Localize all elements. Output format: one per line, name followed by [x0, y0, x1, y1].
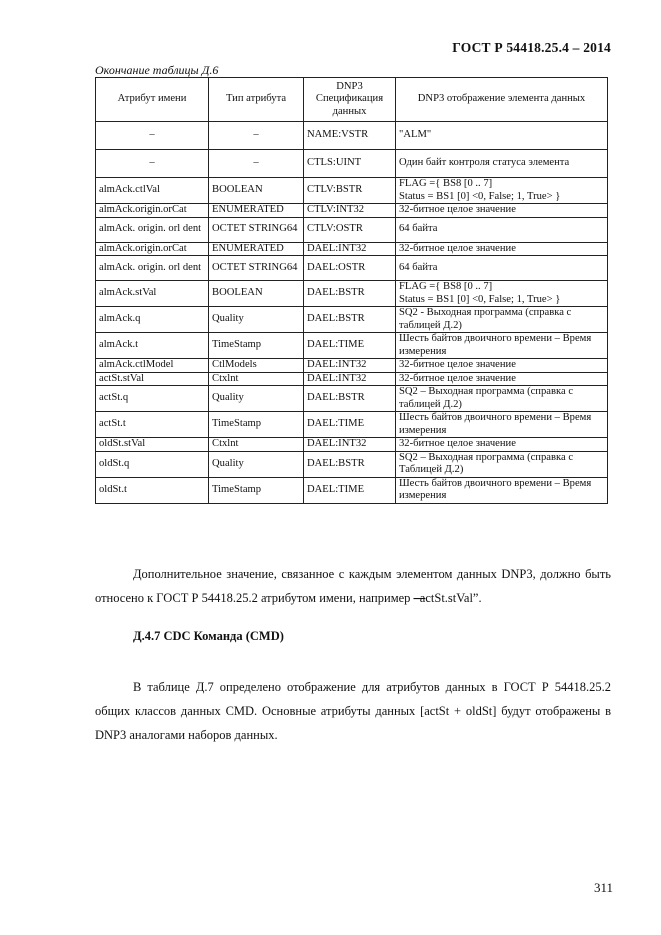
cell-attribute-type: TimeStamp [209, 412, 304, 438]
table-row [96, 359, 608, 373]
table-row [96, 150, 608, 178]
table-row [96, 122, 608, 150]
table-row [96, 412, 608, 438]
cell-attribute-name: almAck.stVal [96, 281, 209, 307]
cell-dnp3-mapping: Шесть байтов двоичного времени – Время измерения [396, 477, 608, 503]
cell-dnp3-mapping: SQ2 – Выходная программа (справка с Таблицей Д.2) [396, 451, 608, 477]
cell-dnp3-mapping: 32-битное целое значение [396, 204, 608, 218]
mapping-table [95, 77, 608, 504]
cell-attribute-type: BOOLEAN [209, 178, 304, 204]
cell-attribute-type: BOOLEAN [209, 281, 304, 307]
table-row [96, 281, 608, 307]
cell-dnp3-mapping: 64 байта [396, 217, 608, 242]
cell-dnp3-mapping: 32-битное целое значение [396, 438, 608, 452]
cell-attribute-name: oldSt.stVal [96, 438, 209, 452]
cell-attribute-type: Ctxlnt [209, 372, 304, 386]
cell-dnp3-spec: DAEL:BSTR [304, 386, 396, 412]
table-row [96, 386, 608, 412]
cell-attribute-name: – [96, 150, 209, 178]
cell-dnp3-mapping: 32-битное целое значение [396, 372, 608, 386]
table-row [96, 451, 608, 477]
table-row [96, 438, 608, 452]
table-row [96, 217, 608, 242]
header-attribute-name: Атрибут имени [96, 78, 209, 122]
cell-attribute-name: actSt.stVal [96, 372, 209, 386]
cell-dnp3-spec: DAEL:BSTR [304, 451, 396, 477]
cell-attribute-type: OCTET STRING64 [209, 256, 304, 281]
paragraph-text: В таблице Д.7 определено отображение для атрибутов данных в ГОСТ Р 54418.25.2 общих классов данных CMD. Основные атрибуты данных [actSt + oldSt] будут отображены в DNP3 аналогами наборов данных. [95, 680, 611, 742]
cell-dnp3-mapping: Шесть байтов двоичного времени – Время измерения [396, 412, 608, 438]
cell-dnp3-mapping: SQ2 – Выходная программа (справка с таблицей Д.2) [396, 386, 608, 412]
cell-dnp3-spec: DAEL:TIME [304, 333, 396, 359]
cell-dnp3-spec: DAEL:OSTR [304, 256, 396, 281]
cell-attribute-type: – [209, 150, 304, 178]
cell-attribute-type: – [209, 122, 304, 150]
cell-dnp3-mapping: 32-битное целое значение [396, 242, 608, 256]
paragraph-additional-value [95, 562, 611, 610]
cell-dnp3-spec: DAEL:INT32 [304, 372, 396, 386]
cell-attribute-name: almAck.t [96, 333, 209, 359]
table-row [96, 178, 608, 204]
table-row [96, 477, 608, 503]
cell-attribute-type: Ctxlnt [209, 438, 304, 452]
cell-attribute-type: Quality [209, 386, 304, 412]
cell-dnp3-spec: NAME:VSTR [304, 122, 396, 150]
cell-dnp3-mapping: 64 байта [396, 256, 608, 281]
cell-attribute-name: actSt.t [96, 412, 209, 438]
cell-attribute-type: TimeStamp [209, 333, 304, 359]
cell-attribute-name: almAck.ctlVal [96, 178, 209, 204]
table-row [96, 204, 608, 218]
cell-attribute-name: almAck.q [96, 307, 209, 333]
cell-attribute-type: Quality [209, 451, 304, 477]
cell-dnp3-mapping: Шесть байтов двоичного времени – Время измерения [396, 333, 608, 359]
table-row [96, 242, 608, 256]
table-row [96, 333, 608, 359]
cell-attribute-name: oldSt.q [96, 451, 209, 477]
cell-attribute-name: almAck.ctlModel [96, 359, 209, 373]
document-header: ГОСТ Р 54418.25.4 – 2014 [452, 40, 611, 55]
table-row [96, 256, 608, 281]
cell-dnp3-spec: DAEL:INT32 [304, 242, 396, 256]
cell-dnp3-spec: CTLS:UINT [304, 150, 396, 178]
table-row [96, 372, 608, 386]
struck-text: –a [413, 591, 426, 605]
cell-attribute-type: TimeStamp [209, 477, 304, 503]
cell-attribute-name: almAck. origin. orl dent [96, 256, 209, 281]
cell-dnp3-mapping: 32-битное целое значение [396, 359, 608, 373]
cell-dnp3-spec: DAEL:INT32 [304, 359, 396, 373]
cell-dnp3-spec: DAEL:BSTR [304, 281, 396, 307]
cell-attribute-type: Quality [209, 307, 304, 333]
cell-dnp3-mapping: "ALM" [396, 122, 608, 150]
table-header-row [96, 78, 608, 122]
cell-attribute-type: OCTET STRING64 [209, 217, 304, 242]
cell-attribute-name: oldSt.t [96, 477, 209, 503]
cell-dnp3-spec: DAEL:BSTR [304, 307, 396, 333]
cell-dnp3-mapping: Один байт контроля статуса элемента [396, 150, 608, 178]
cell-attribute-name: almAck.origin.orCat [96, 242, 209, 256]
header-dnp3-spec: DNP3 Спецификация данных [304, 78, 396, 122]
paragraph-text: Дополнительное значение, связанное с каждым элементом данных DNP3, должно быть относено к ГОСТ Р 54418.25.2 атрибутом имени, например [95, 567, 611, 605]
cell-dnp3-spec: CTLV:INT32 [304, 204, 396, 218]
cell-attribute-name: actSt.q [96, 386, 209, 412]
cell-dnp3-spec: DAEL:TIME [304, 477, 396, 503]
header-attribute-type: Тип атрибута [209, 78, 304, 122]
cell-dnp3-mapping: FLAG ={ BS8 [0 .. 7] Status = BS1 [0] <0, False; 1, True> } [396, 178, 608, 204]
cell-dnp3-mapping: FLAG ={ BS8 [0 .. 7] Status = BS1 [0] <0, False; 1, True> } [396, 281, 608, 307]
paragraph-table-d7 [95, 675, 611, 747]
cell-dnp3-spec: DAEL:INT32 [304, 438, 396, 452]
table-caption: Окончание таблицы Д.6 [95, 63, 219, 77]
cell-attribute-name: almAck. origin. orl dent [96, 217, 209, 242]
page-number: 311 [593, 880, 613, 895]
cell-dnp3-spec: CTLV:BSTR [304, 178, 396, 204]
cell-attribute-type: ENUMERATED [209, 204, 304, 218]
section-heading: Д.4.7 CDC Команда (CMD) [133, 629, 284, 643]
header-dnp3-mapping: DNP3 отображение элемента данных [396, 78, 608, 122]
cell-dnp3-spec: DAEL:TIME [304, 412, 396, 438]
cell-attribute-type: ENUMERATED [209, 242, 304, 256]
table-row [96, 307, 608, 333]
paragraph-text-end: ctSt.stVal”. [425, 591, 482, 605]
cell-attribute-type: CtlModels [209, 359, 304, 373]
cell-dnp3-mapping: SQ2 - Выходная программа (справка с таблицей Д.2) [396, 307, 608, 333]
cell-attribute-name: – [96, 122, 209, 150]
cell-dnp3-spec: CTLV:OSTR [304, 217, 396, 242]
cell-attribute-name: almAck.origin.orCat [96, 204, 209, 218]
